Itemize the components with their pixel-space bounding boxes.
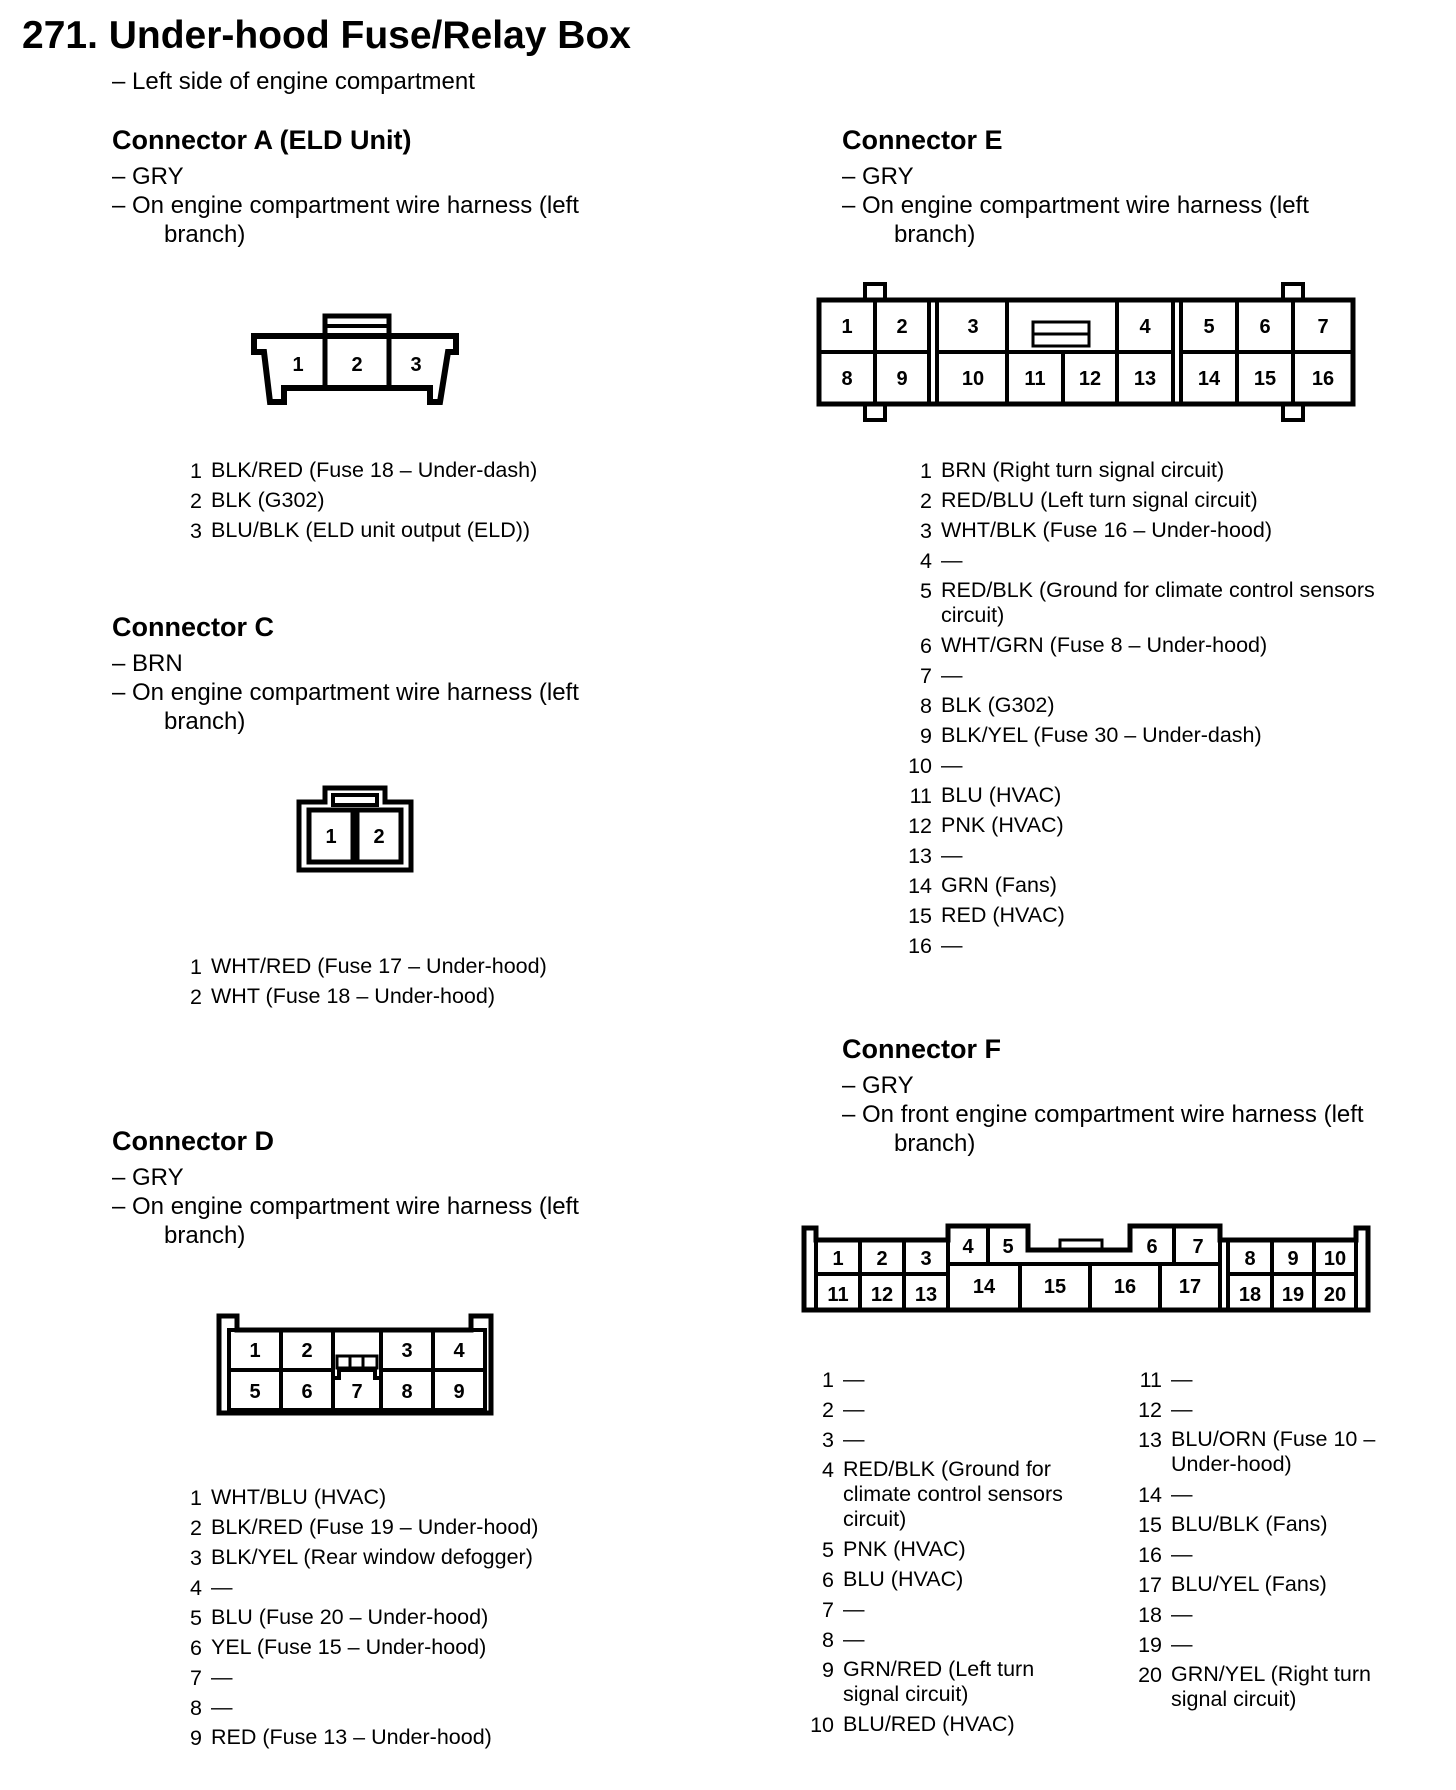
- pin-description: RED (HVAC): [941, 903, 1065, 927]
- pin-row: [902, 631, 1422, 661]
- pin-description: —: [843, 1427, 865, 1451]
- pin-row: [804, 1535, 1064, 1565]
- connector-c-location-cont: branch): [164, 708, 246, 735]
- pin-row: [902, 781, 1422, 811]
- pin-description: —: [1171, 1602, 1193, 1626]
- pin-number: 15: [908, 904, 932, 928]
- pin-row: [1132, 1510, 1432, 1540]
- pin-row: [1132, 1630, 1432, 1660]
- pin-description: GRN/YEL (Right turn signal circuit): [1171, 1662, 1371, 1711]
- pin-description: —: [941, 843, 963, 867]
- connector-f-info: [842, 1071, 1442, 1158]
- pin-number: 8: [920, 694, 932, 718]
- pin-description: BLU/YEL (Fans): [1171, 1572, 1327, 1596]
- connector-c-info: [112, 649, 672, 736]
- pin-description: WHT/BLK (Fuse 16 – Under-hood): [941, 518, 1272, 542]
- connector-f-cavity: 1: [832, 1248, 844, 1270]
- pin-description: YEL (Fuse 15 – Under-hood): [211, 1635, 487, 1659]
- connector-f-cavity: 2: [876, 1248, 888, 1270]
- pin-row: [172, 1483, 538, 1513]
- pin-number: 2: [822, 1398, 834, 1422]
- pin-row: [902, 841, 1422, 871]
- connector-e-cavity: 15: [1253, 368, 1277, 390]
- pin-row: [902, 691, 1422, 721]
- pin-description: —: [1171, 1542, 1193, 1566]
- pin-row: [902, 456, 1422, 486]
- pin-description: GRN (Fans): [941, 873, 1057, 897]
- connector-c-header: Connector C: [112, 612, 274, 642]
- pin-description: BLU (HVAC): [843, 1567, 964, 1591]
- pin-description: —: [211, 1695, 233, 1719]
- pin-description: —: [941, 753, 963, 777]
- pin-number: 6: [190, 1636, 202, 1660]
- connector-d-cavity: 1: [249, 1340, 261, 1362]
- connector-e-cavity: 8: [841, 368, 853, 390]
- connector-f-cavity: 8: [1244, 1248, 1256, 1270]
- connector-f-cavity: 7: [1192, 1236, 1204, 1258]
- connector-e-cavity: 16: [1311, 368, 1335, 390]
- pin-number: 4: [190, 1576, 202, 1600]
- pin-number: 16: [908, 934, 932, 958]
- connector-e-cavity: 7: [1317, 316, 1329, 338]
- page-title: 271. Under-hood Fuse/Relay Box: [22, 14, 631, 57]
- connector-a-cavity: 3: [410, 354, 422, 376]
- pin-row: [1132, 1395, 1432, 1425]
- connector-f-diagram: [802, 1222, 1372, 1314]
- pin-description: BLU/BLK (Fans): [1171, 1512, 1328, 1536]
- pin-number: 5: [920, 579, 932, 603]
- pin-number: 2: [190, 489, 202, 513]
- pin-description: —: [941, 663, 963, 687]
- pin-number: 10: [908, 754, 932, 778]
- connector-e-diagram: [817, 282, 1357, 422]
- pin-description: BLU/ORN (Fuse 10 – Under-hood): [1171, 1427, 1376, 1476]
- connector-d-cavity: 8: [401, 1381, 413, 1403]
- connector-f-cavity: 19: [1281, 1284, 1305, 1306]
- pin-row: [902, 931, 1422, 961]
- connector-c-pin-list: [172, 952, 547, 1012]
- pin-description: —: [843, 1597, 865, 1621]
- pin-row: [902, 516, 1422, 546]
- connector-e-pin-list: [902, 456, 1422, 961]
- pin-number: 5: [190, 1606, 202, 1630]
- pin-number: 8: [190, 1696, 202, 1720]
- pin-number: 9: [190, 1726, 202, 1750]
- pin-row: [172, 1663, 538, 1693]
- connector-a-color: – GRY: [112, 163, 184, 190]
- pin-row: [804, 1595, 1064, 1625]
- connector-e-cavity: 4: [1139, 316, 1151, 338]
- pin-row: [804, 1455, 1064, 1535]
- pin-number: 4: [822, 1458, 834, 1482]
- pin-row: [804, 1710, 1064, 1740]
- connector-f-pin-list-left: [804, 1365, 1064, 1740]
- connector-d-cavity: 5: [249, 1381, 261, 1403]
- connector-f-pin-list-right: [1132, 1365, 1432, 1715]
- connector-f-cavity: 17: [1178, 1276, 1202, 1298]
- pin-description: RED/BLK (Ground for climate control sensors circuit): [941, 578, 1375, 627]
- pin-description: BLU/RED (HVAC): [843, 1712, 1015, 1736]
- pin-number: 4: [920, 549, 932, 573]
- pin-row: [804, 1655, 1064, 1710]
- pin-number: 3: [190, 1546, 202, 1570]
- pin-number: 14: [908, 874, 932, 898]
- connector-a-header: Connector A (ELD Unit): [112, 125, 412, 155]
- connector-e-cavity: 10: [961, 368, 985, 390]
- pin-row: [172, 1513, 538, 1543]
- connector-c-location: – On engine compartment wire harness (left: [112, 679, 579, 706]
- connector-f-cavity: 4: [962, 1236, 974, 1258]
- pin-description: BLK (G302): [211, 488, 325, 512]
- pin-description: —: [941, 933, 963, 957]
- pin-description: BLU (HVAC): [941, 783, 1062, 807]
- connector-a-diagram: [250, 312, 460, 404]
- pin-row: [172, 952, 547, 982]
- pin-row: [804, 1625, 1064, 1655]
- pin-number: 6: [822, 1568, 834, 1592]
- pin-row: [902, 721, 1422, 751]
- connector-d-cavity: 6: [301, 1381, 313, 1403]
- connector-d-header: Connector D: [112, 1126, 274, 1156]
- pin-number: 8: [822, 1628, 834, 1652]
- connector-f-cavity: 5: [1002, 1236, 1014, 1258]
- pin-row: [172, 456, 537, 486]
- pin-description: —: [843, 1367, 865, 1391]
- pin-row: [902, 661, 1422, 691]
- connector-d-info: [112, 1163, 672, 1250]
- pin-description: —: [1171, 1482, 1193, 1506]
- pin-row: [172, 1543, 538, 1573]
- connector-a-cavity: 2: [351, 354, 363, 376]
- connector-e-header: Connector E: [842, 125, 1003, 155]
- connector-f-cavity: 3: [920, 1248, 932, 1270]
- pin-number: 5: [822, 1538, 834, 1562]
- connector-f-cavity: 13: [914, 1284, 938, 1306]
- connector-c-cavity: 2: [373, 826, 385, 848]
- connector-d-cavity: 9: [453, 1381, 465, 1403]
- pin-description: BLU (Fuse 20 – Under-hood): [211, 1605, 489, 1629]
- connector-f-cavity: 16: [1113, 1276, 1137, 1298]
- connector-f-cavity: 14: [972, 1276, 996, 1298]
- connector-c-diagram: [295, 784, 415, 874]
- pin-number: 2: [190, 985, 202, 1009]
- connector-e-location-cont: branch): [894, 221, 976, 248]
- pin-row: [172, 1603, 538, 1633]
- pin-description: BLK/YEL (Rear window defogger): [211, 1545, 533, 1569]
- pin-number: 15: [1138, 1513, 1162, 1537]
- connector-f-header: Connector F: [842, 1034, 1001, 1064]
- pin-number: 1: [190, 1486, 202, 1510]
- connector-e-info: [842, 162, 1402, 249]
- pin-row: [1132, 1425, 1432, 1480]
- pin-number: 2: [920, 489, 932, 513]
- connector-e-cavity: 5: [1203, 316, 1215, 338]
- pin-row: [1132, 1570, 1432, 1600]
- pin-number: 1: [190, 955, 202, 979]
- pin-row: [804, 1365, 1064, 1395]
- pin-description: WHT/GRN (Fuse 8 – Under-hood): [941, 633, 1268, 657]
- connector-d-location-cont: branch): [164, 1222, 246, 1249]
- connector-a-pin-list: [172, 456, 537, 546]
- pin-description: —: [843, 1397, 865, 1421]
- pin-row: [172, 486, 537, 516]
- pin-row: [172, 516, 537, 546]
- pin-description: —: [1171, 1367, 1193, 1391]
- pin-description: BRN (Right turn signal circuit): [941, 458, 1225, 482]
- pin-row: [1132, 1660, 1432, 1715]
- pin-row: [902, 901, 1422, 931]
- pin-description: PNK (HVAC): [941, 813, 1064, 837]
- connector-d-pin-list: [172, 1483, 538, 1753]
- pin-row: [902, 751, 1422, 781]
- connector-f-cavity: 15: [1043, 1276, 1067, 1298]
- connector-d-diagram: [215, 1312, 495, 1417]
- pin-description: BLK/YEL (Fuse 30 – Under-dash): [941, 723, 1262, 747]
- pin-row: [804, 1425, 1064, 1455]
- pin-number: 6: [920, 634, 932, 658]
- connector-d-color: – GRY: [112, 1164, 184, 1191]
- pin-row: [172, 1693, 538, 1723]
- pin-description: —: [211, 1575, 233, 1599]
- pin-description: BLK/RED (Fuse 18 – Under-dash): [211, 458, 538, 482]
- pin-description: —: [941, 548, 963, 572]
- pin-description: WHT (Fuse 18 – Under-hood): [211, 984, 495, 1008]
- connector-f-cavity: 9: [1287, 1248, 1299, 1270]
- pin-description: WHT/RED (Fuse 17 – Under-hood): [211, 954, 547, 978]
- connector-e-cavity: 2: [896, 316, 908, 338]
- pin-row: [172, 982, 547, 1012]
- connector-f-cavity: 11: [827, 1284, 849, 1306]
- connector-a-cavity: 1: [292, 354, 304, 376]
- pin-description: —: [843, 1627, 865, 1651]
- connector-e-cavity: 3: [967, 316, 979, 338]
- pin-row: [902, 546, 1422, 576]
- pin-number: 11: [1139, 1368, 1162, 1392]
- connector-f-cavity: 20: [1323, 1284, 1347, 1306]
- connector-f-color: – GRY: [842, 1072, 914, 1099]
- pin-row: [902, 871, 1422, 901]
- pin-row: [804, 1395, 1064, 1425]
- connector-e-cavity: 6: [1259, 316, 1271, 338]
- connector-a-location-cont: branch): [164, 221, 246, 248]
- pin-number: 16: [1138, 1543, 1162, 1567]
- pin-number: 17: [1138, 1573, 1162, 1597]
- pin-description: RED (Fuse 13 – Under-hood): [211, 1725, 492, 1749]
- connector-c-color: – BRN: [112, 650, 183, 677]
- connector-e-cavity: 14: [1197, 368, 1221, 390]
- pin-row: [172, 1723, 538, 1753]
- connector-f-cavity: 12: [870, 1284, 894, 1306]
- connector-f-cavity: 6: [1146, 1236, 1158, 1258]
- pin-row: [172, 1633, 538, 1663]
- pin-number: 3: [822, 1428, 834, 1452]
- pin-number: 9: [822, 1658, 834, 1682]
- pin-description: RED/BLU (Left turn signal circuit): [941, 488, 1258, 512]
- connector-d-cavity: 7: [351, 1381, 363, 1403]
- pin-description: BLK (G302): [941, 693, 1055, 717]
- pin-number: 10: [810, 1713, 834, 1737]
- connector-e-cavity: 1: [841, 316, 853, 338]
- pin-number: 14: [1138, 1483, 1162, 1507]
- pin-number: 11: [909, 784, 932, 808]
- connector-e-cavity: 11: [1024, 368, 1046, 390]
- pin-number: 7: [822, 1598, 834, 1622]
- connector-e-cavity: 12: [1078, 368, 1102, 390]
- connector-f-location: – On front engine compartment wire harness (left: [842, 1101, 1364, 1128]
- pin-number: 12: [1138, 1398, 1162, 1422]
- pin-row: [902, 576, 1422, 631]
- connector-a-info: [112, 162, 672, 249]
- pin-number: 19: [1138, 1633, 1162, 1657]
- pin-number: 2: [190, 1516, 202, 1540]
- connector-f-location-cont: branch): [894, 1130, 976, 1157]
- connector-e-cavity: 9: [896, 368, 908, 390]
- pin-description: PNK (HVAC): [843, 1537, 966, 1561]
- pin-number: 7: [920, 664, 932, 688]
- pin-row: [172, 1573, 538, 1603]
- pin-number: 9: [920, 724, 932, 748]
- connector-e-color: – GRY: [842, 163, 914, 190]
- pin-description: —: [211, 1665, 233, 1689]
- pin-number: 1: [920, 459, 932, 483]
- pin-row: [1132, 1600, 1432, 1630]
- pin-description: —: [1171, 1632, 1193, 1656]
- connector-d-cavity: 3: [401, 1340, 413, 1362]
- connector-f-cavity: 10: [1323, 1248, 1347, 1270]
- connector-d-location: – On engine compartment wire harness (left: [112, 1193, 579, 1220]
- connector-d-cavity: 4: [453, 1340, 465, 1362]
- pin-row: [1132, 1480, 1432, 1510]
- connector-e-location: – On engine compartment wire harness (left: [842, 192, 1309, 219]
- connector-a-location: – On engine compartment wire harness (left: [112, 192, 579, 219]
- pin-row: [902, 811, 1422, 841]
- pin-number: 7: [190, 1666, 202, 1690]
- connector-e-cavity: 13: [1133, 368, 1157, 390]
- pin-description: —: [1171, 1397, 1193, 1421]
- pin-number: 13: [908, 844, 932, 868]
- connector-f-cavity: 18: [1238, 1284, 1262, 1306]
- connector-c-cavity: 1: [325, 826, 337, 848]
- pin-number: 18: [1138, 1603, 1162, 1627]
- pin-row: [1132, 1365, 1432, 1395]
- pin-description: WHT/BLU (HVAC): [211, 1485, 387, 1509]
- pin-description: BLU/BLK (ELD unit output (ELD)): [211, 518, 531, 542]
- pin-row: [804, 1565, 1064, 1595]
- pin-number: 1: [190, 459, 202, 483]
- pin-row: [902, 486, 1422, 516]
- pin-row: [1132, 1540, 1432, 1570]
- connector-d-cavity: 2: [301, 1340, 313, 1362]
- pin-description: RED/BLK (Ground for climate control sensors circuit): [843, 1457, 1063, 1531]
- pin-number: 3: [190, 519, 202, 543]
- pin-number: 13: [1138, 1428, 1162, 1452]
- pin-number: 12: [908, 814, 932, 838]
- pin-number: 1: [822, 1368, 834, 1392]
- pin-number: 3: [920, 519, 932, 543]
- pin-number: 20: [1138, 1663, 1162, 1687]
- pin-description: GRN/RED (Left turn signal circuit): [843, 1657, 1035, 1706]
- pin-description: BLK/RED (Fuse 19 – Under-hood): [211, 1515, 539, 1539]
- page-subtitle: – Left side of engine compartment: [112, 68, 475, 95]
